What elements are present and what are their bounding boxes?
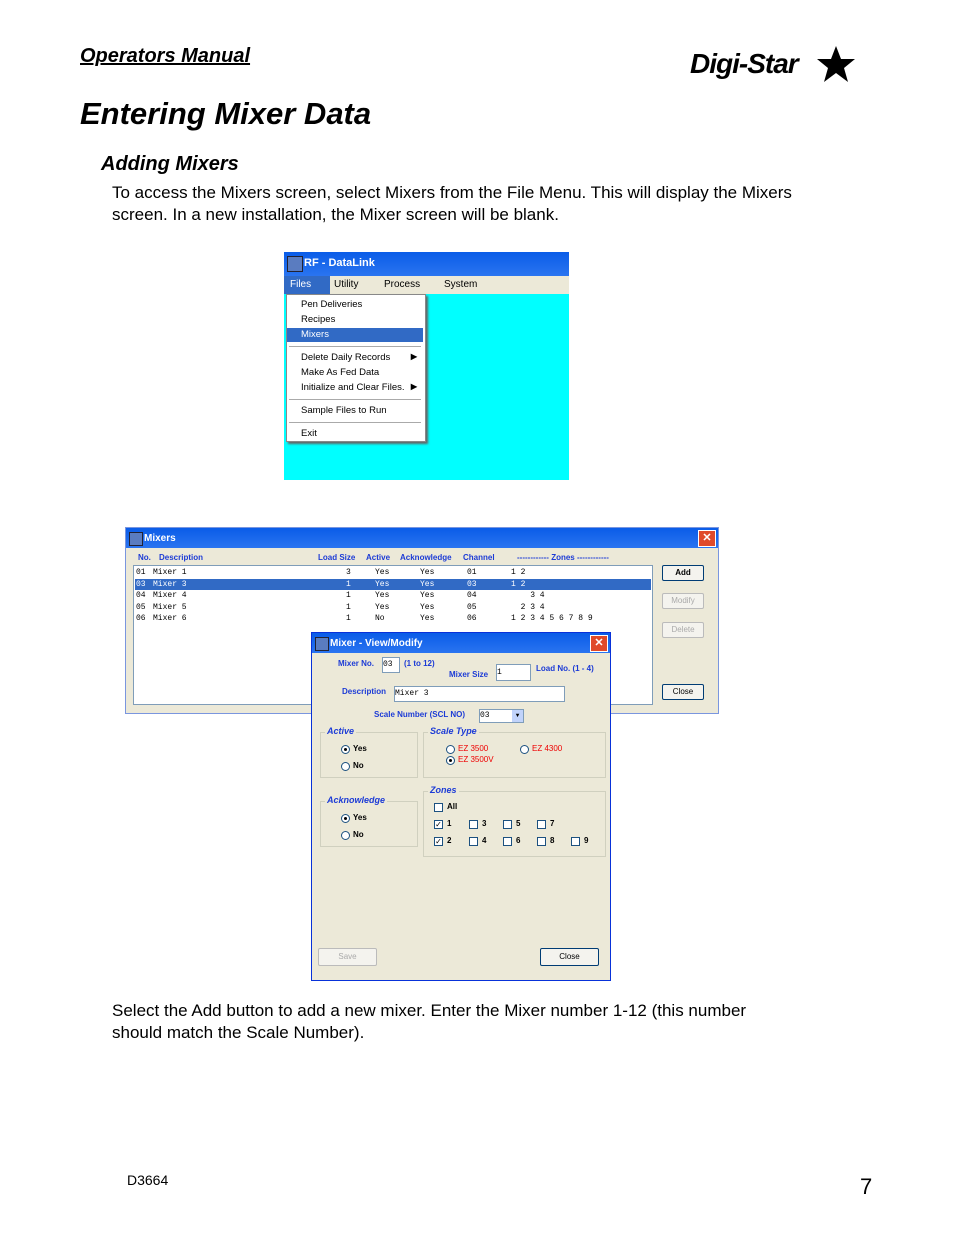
menu-system[interactable]: System xyxy=(444,279,478,290)
ack-no-radio[interactable] xyxy=(341,831,350,840)
cell-ack: Yes xyxy=(420,591,435,600)
menu-item-mixers[interactable]: Mixers xyxy=(287,328,423,342)
load-no-label: Load No. (1 - 4) xyxy=(536,664,594,673)
menu-item-initialize-clear[interactable]: Initialize and Clear Files. ▶ xyxy=(301,382,417,393)
menu-item-exit[interactable]: Exit xyxy=(301,428,317,439)
zone-4-label: 4 xyxy=(482,836,487,845)
star-icon xyxy=(816,44,856,84)
zones-group xyxy=(423,785,606,857)
app-icon xyxy=(315,637,329,651)
cell-no: 06 xyxy=(136,614,146,623)
cell-desc: Mixer 4 xyxy=(153,591,187,600)
cell-active: Yes xyxy=(375,579,390,589)
save-button[interactable]: Save xyxy=(318,948,377,966)
cell-zones: 3 4 xyxy=(511,591,545,600)
add-button[interactable]: Add xyxy=(662,565,704,581)
delete-button[interactable]: Delete xyxy=(662,622,704,638)
cell-channel: 03 xyxy=(467,579,477,589)
close-icon[interactable]: ✕ xyxy=(698,530,716,547)
description-label: Description xyxy=(342,687,387,696)
zone-9-label: 9 xyxy=(584,836,589,845)
zone-5-label: 5 xyxy=(516,819,521,828)
zone-6-label: 6 xyxy=(516,836,521,845)
cell-ack: Yes xyxy=(420,602,435,612)
zone-5-checkbox[interactable] xyxy=(503,820,512,829)
digi-star-logo xyxy=(688,44,858,88)
ack-yes-radio[interactable] xyxy=(341,814,350,823)
app-titlebar xyxy=(284,252,569,276)
cell-channel: 04 xyxy=(467,591,477,600)
zone-2-checkbox[interactable]: ✓ xyxy=(435,837,442,846)
intro-line-2: screen. In a new installation, the Mixer screen will be blank. xyxy=(112,205,559,224)
cell-load: 1 xyxy=(346,591,351,600)
dialog-titlebar xyxy=(312,633,610,653)
modify-button[interactable]: Modify xyxy=(662,593,704,609)
mixer-no-label: Mixer No. xyxy=(338,659,375,668)
outro-line-2: should match the Scale Number). xyxy=(112,1023,365,1042)
zone-3-checkbox[interactable] xyxy=(469,820,478,829)
table-row[interactable] xyxy=(135,602,651,613)
zone-1-checkbox[interactable]: ✓ xyxy=(435,820,442,829)
col-zones: ------------ Zones ------------ xyxy=(517,553,609,562)
document-code: D3664 xyxy=(127,1172,169,1188)
zone-1-label: 1 xyxy=(447,819,452,828)
mixer-no-field[interactable]: 03 xyxy=(382,657,400,673)
close-icon[interactable]: ✕ xyxy=(590,635,608,652)
zone-7-label: 7 xyxy=(550,819,555,828)
files-dropdown xyxy=(286,294,426,442)
submenu-arrow-icon: ▶ xyxy=(410,382,417,391)
scale-type-title: Scale Type xyxy=(430,726,477,736)
col-acknowledge: Acknowledge xyxy=(400,553,452,562)
cell-ack: Yes xyxy=(420,568,435,577)
intro-line-1: To access the Mixers screen, select Mixers from the File Menu. This will display the Mixers xyxy=(112,183,792,202)
menu-item-pen-deliveries[interactable]: Pen Deliveries xyxy=(301,299,363,310)
menu-process[interactable]: Process xyxy=(384,279,421,290)
chevron-down-icon[interactable]: ▼ xyxy=(512,710,523,722)
cell-active: Yes xyxy=(375,602,390,612)
zones-all-label: All xyxy=(447,802,458,811)
cell-active: Yes xyxy=(375,591,390,600)
description-field[interactable]: Mixer 3 xyxy=(394,686,565,702)
cell-zones: 1 2 xyxy=(511,579,526,589)
cell-desc: Mixer 5 xyxy=(153,602,187,612)
menu-separator xyxy=(289,346,421,347)
cell-no: 04 xyxy=(136,591,146,600)
menu-item-sample-files[interactable]: Sample Files to Run xyxy=(301,405,387,416)
menu-files[interactable]: Files xyxy=(284,276,330,294)
acknowledge-title: Acknowledge xyxy=(327,795,386,805)
cell-no: 01 xyxy=(136,568,146,577)
cell-desc: Mixer 1 xyxy=(153,568,187,577)
menu-item-recipes[interactable]: Recipes xyxy=(301,314,336,325)
menu-utility[interactable]: Utility xyxy=(334,279,359,290)
ack-no-label: No xyxy=(353,830,364,839)
zone-2-label: 2 xyxy=(447,836,452,845)
active-yes-radio[interactable] xyxy=(341,745,350,754)
cell-zones: 2 3 4 xyxy=(511,602,545,612)
cell-no: 03 xyxy=(136,579,146,589)
zone-7-checkbox[interactable] xyxy=(537,820,546,829)
menu-separator xyxy=(289,399,421,400)
scale-ez3500v-label: EZ 3500V xyxy=(458,755,494,764)
zone-8-checkbox[interactable] xyxy=(537,837,546,846)
scale-ez3500-label: EZ 3500 xyxy=(458,744,489,753)
cell-load: 1 xyxy=(346,614,351,623)
page-title: Entering Mixer Data xyxy=(80,96,372,131)
mixer-no-range: (1 to 12) xyxy=(404,659,435,668)
table-row[interactable] xyxy=(135,579,651,590)
cell-channel: 06 xyxy=(467,614,477,623)
zones-all-checkbox[interactable] xyxy=(434,803,443,812)
scale-type-group xyxy=(423,726,606,778)
active-group xyxy=(320,726,418,778)
app-icon xyxy=(287,256,303,272)
cell-load: 1 xyxy=(346,602,351,612)
zone-9-checkbox[interactable] xyxy=(571,837,580,846)
scale-number-label: Scale Number (SCL NO) xyxy=(374,710,465,719)
mixer-size-field[interactable]: 1 xyxy=(496,664,531,681)
logo-text: Digi-Star xyxy=(690,48,798,79)
table-row[interactable] xyxy=(135,590,651,601)
page-number: 7 xyxy=(860,1174,873,1199)
zone-6-checkbox[interactable] xyxy=(503,837,512,846)
col-no: No. xyxy=(138,553,151,562)
mixer-view-modify-dialog xyxy=(311,632,611,981)
ack-yes-label: Yes xyxy=(353,813,367,822)
cell-ack: Yes xyxy=(420,579,435,589)
scale-ez4300-radio[interactable] xyxy=(520,745,529,754)
scale-ez3500v-radio[interactable] xyxy=(446,756,455,765)
table-row[interactable] xyxy=(135,613,651,624)
manual-title: Operators Manual xyxy=(80,45,251,67)
mixers-title: Mixers xyxy=(144,533,176,544)
cell-channel: 05 xyxy=(467,602,477,612)
zone-8-label: 8 xyxy=(550,836,555,845)
col-active: Active xyxy=(366,553,391,562)
cell-load: 1 xyxy=(346,579,351,589)
outro-line-1: Select the Add button to add a new mixer. Enter the Mixer number 1-12 (this number xyxy=(112,1001,747,1020)
cell-desc: Mixer 3 xyxy=(153,579,187,589)
cell-active: No xyxy=(375,614,385,623)
mixer-size-label: Mixer Size xyxy=(449,670,489,679)
zone-4-checkbox[interactable] xyxy=(469,837,478,846)
dialog-close-button[interactable]: Close xyxy=(540,948,599,966)
scale-ez4300-label: EZ 4300 xyxy=(532,744,563,753)
col-description: Description xyxy=(159,553,204,562)
zone-3-label: 3 xyxy=(482,819,487,828)
cell-no: 05 xyxy=(136,602,146,612)
menu-item-make-as-fed[interactable]: Make As Fed Data xyxy=(301,367,380,378)
cell-channel: 01 xyxy=(467,568,477,577)
menu-separator xyxy=(289,422,421,423)
active-yes-label: Yes xyxy=(353,744,367,753)
active-group-title: Active xyxy=(327,726,355,736)
col-channel: Channel xyxy=(463,553,495,562)
submenu-arrow-icon: ▶ xyxy=(410,352,417,361)
cell-ack: Yes xyxy=(420,614,435,623)
menubar xyxy=(284,276,569,294)
zones-title: Zones xyxy=(430,785,457,795)
close-button[interactable]: Close xyxy=(662,684,704,700)
col-load-size: Load Size xyxy=(318,553,356,562)
mixers-titlebar xyxy=(126,528,718,548)
acknowledge-group xyxy=(320,795,418,847)
active-no-label: No xyxy=(353,761,364,770)
app-title: RF - DataLink xyxy=(304,257,375,269)
cell-zones: 1 2 3 4 5 6 7 8 9 xyxy=(511,614,593,623)
menu-item-delete-daily-records[interactable]: Delete Daily Records ▶ xyxy=(301,352,417,363)
table-row[interactable] xyxy=(135,567,651,578)
cell-zones: 1 2 xyxy=(511,568,526,577)
scale-number-select[interactable]: 03 ▼ xyxy=(479,709,524,723)
dialog-title: Mixer - View/Modify xyxy=(330,638,423,649)
section-title: Adding Mixers xyxy=(101,153,239,175)
app-icon xyxy=(129,532,143,546)
cell-load: 3 xyxy=(346,568,351,577)
file-menu-screenshot xyxy=(284,252,569,480)
scale-ez3500-radio[interactable] xyxy=(446,745,455,754)
cell-active: Yes xyxy=(375,568,390,577)
active-no-radio[interactable] xyxy=(341,762,350,771)
cell-desc: Mixer 6 xyxy=(153,614,187,623)
